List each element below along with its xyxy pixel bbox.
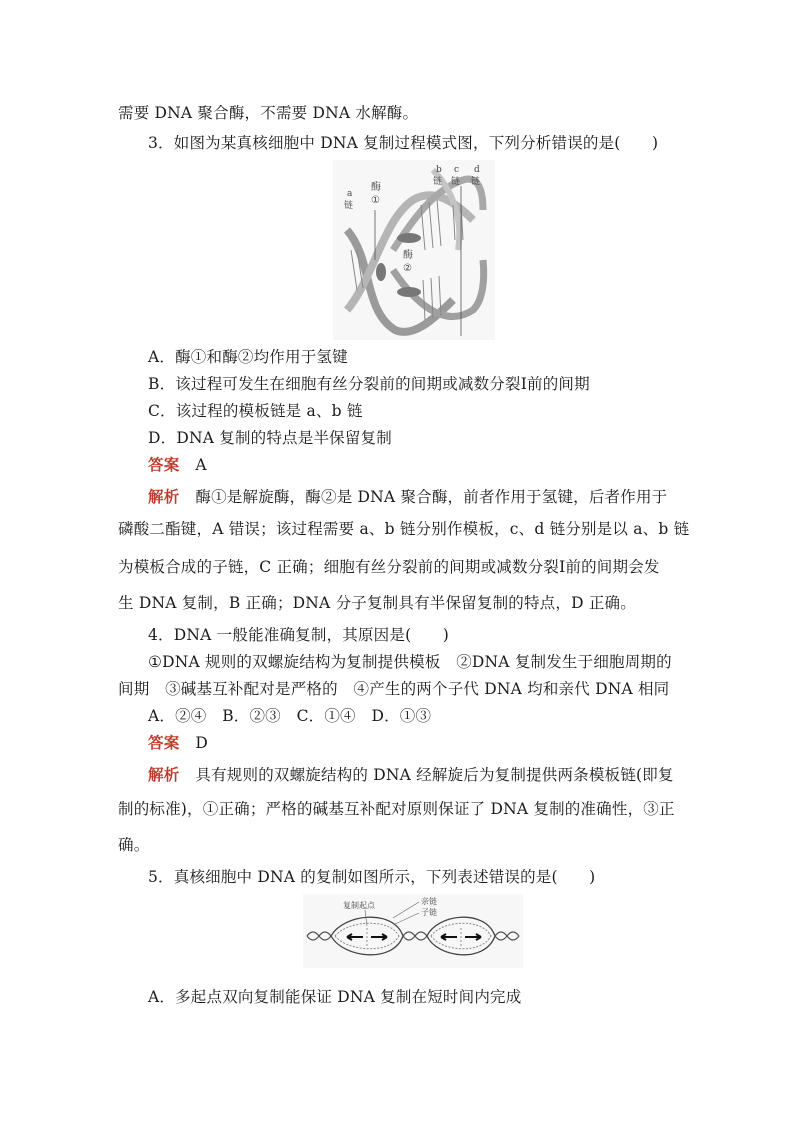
answer-label: 答案 — [148, 456, 180, 474]
label-enzyme-2: 酶 — [403, 250, 413, 261]
explanation-label: 解析 — [148, 488, 180, 506]
question-4-answer — [148, 732, 208, 754]
enzyme-2-shape — [397, 287, 421, 297]
explanation-text: 具有规则的双螺旋结构的 DNA 经解旋后为复制提供两条模板链(即复 — [195, 766, 674, 784]
enzyme-2-shape — [397, 233, 421, 243]
explanation-line: 制的标准)，①正确；严格的碱基互补配对原则保证了 DNA 复制的准确性，③正 — [118, 800, 675, 818]
question-3-stem: 3．如图为某真核细胞中 DNA 复制过程模式图，下列分析错误的是( ) — [148, 134, 659, 152]
question-3-option-a: A．酶①和酶②均作用于氢键 — [148, 348, 348, 366]
question-3-answer — [148, 454, 207, 476]
label-a: a — [347, 189, 353, 199]
figure-background — [303, 894, 523, 968]
label-parent-chain: 亲链 — [421, 897, 437, 906]
question-5-stem: 5．真核细胞中 DNA 的复制如图所示，下列表述错误的是( ) — [148, 868, 596, 886]
question-3-option-d: D．DNA 复制的特点是半保留复制 — [148, 429, 392, 447]
dna-replication-figure — [333, 160, 495, 340]
answer-value: D — [195, 734, 209, 752]
explanation-line: 为模板合成的子链，C 正确；细胞有丝分裂前的间期或减数分裂Ⅰ前的间期会发 — [118, 558, 660, 576]
answer-value: A — [195, 456, 207, 474]
question-4-explanation — [148, 764, 674, 786]
label-enzyme-1: 酶 — [371, 182, 381, 193]
label-c: c — [454, 165, 460, 175]
explanation-line: 确。 — [118, 836, 150, 854]
explanation-line: 生 DNA 复制，B 正确；DNA 分子复制具有半保留复制的特点，D 正确。 — [118, 594, 636, 612]
label-d: d — [474, 165, 480, 175]
replication-bubbles-figure — [303, 894, 523, 968]
question-4-statements: 间期 ③碱基互补配对是严格的 ④产生的两个子代 DNA 均和亲代 DNA 相同 — [118, 680, 670, 698]
explanation-text: 酶①是解旋酶，酶②是 DNA 聚合酶，前者作用于氢键，后者作用于 — [195, 488, 668, 506]
question-5-option-a: A．多起点双向复制能保证 DNA 复制在短时间内完成 — [148, 988, 522, 1006]
label-b-chain: 链 — [433, 177, 443, 187]
question-3-option-c: C．该过程的模板链是 a、b 链 — [148, 402, 363, 420]
label-a-chain: 链 — [344, 201, 354, 211]
question-3-option-b: B．该过程可发生在细胞有丝分裂前的间期或减数分裂Ⅰ前的间期 — [148, 375, 590, 393]
label-enzyme-1-num: ① — [371, 195, 380, 206]
explanation-label: 解析 — [148, 766, 180, 784]
text-line: 需要 DNA 聚合酶，不需要 DNA 水解酶。 — [118, 104, 419, 122]
label-enzyme-2-num: ② — [403, 263, 412, 274]
enzyme-1-shape — [376, 263, 386, 281]
question-4-stem: 4．DNA 一般能准确复制，其原因是( ) — [148, 626, 449, 644]
label-d-chain: 链 — [471, 177, 481, 187]
label-c-chain: 链 — [451, 177, 461, 187]
answer-label: 答案 — [148, 734, 180, 752]
label-b: b — [436, 165, 442, 175]
label-origin: 复制起点 — [343, 901, 375, 910]
label-daughter-chain: 子链 — [421, 908, 437, 917]
explanation-line: 磷酸二酯键，A 错误；该过程需要 a、b 链分别作模板，c、d 链分别是以 a、b 链 — [118, 520, 690, 538]
question-4-options: A．②④ B．②③ C．①④ D．①③ — [148, 707, 432, 725]
question-4-statements: ①DNA 规则的双螺旋结构为复制提供模板 ②DNA 复制发生于细胞周期的 — [148, 653, 672, 671]
question-3-explanation — [148, 486, 667, 508]
